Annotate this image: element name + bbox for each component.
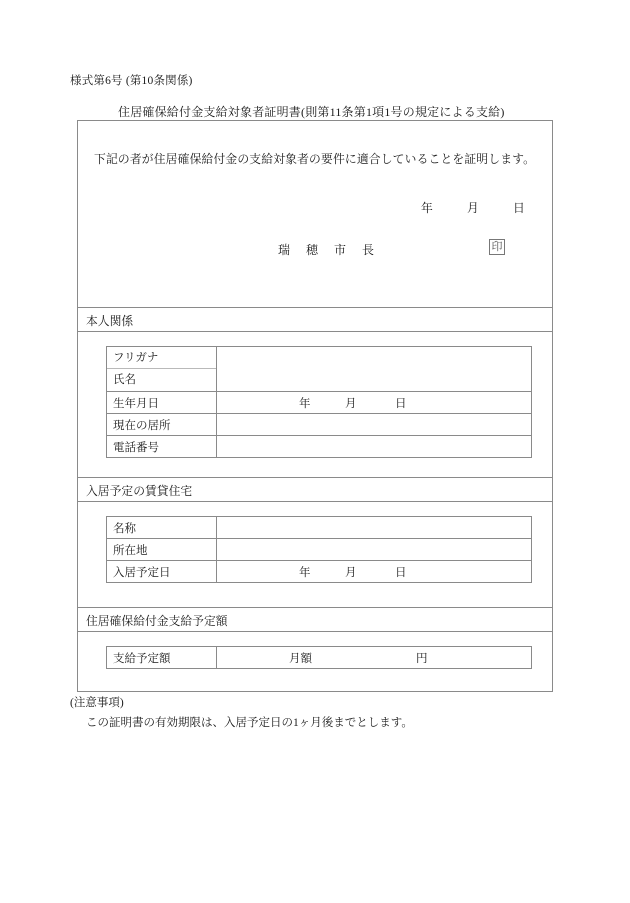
- table-row: [107, 414, 532, 436]
- table-row: [107, 561, 532, 583]
- movein-date-slots: [223, 564, 407, 580]
- section-band-rental-housing: [78, 477, 552, 502]
- movein-year-label: 年: [299, 566, 311, 579]
- section-label-personal: 本人関係: [86, 314, 134, 328]
- table-row: [107, 436, 532, 458]
- section-band-payment-amount: [78, 607, 552, 632]
- currency-label: 円: [416, 652, 428, 665]
- table-row: [107, 647, 532, 669]
- table-row: [107, 392, 532, 414]
- section-band-personal: [78, 307, 552, 332]
- field-current-residence[interactable]: [217, 414, 532, 436]
- birthdate-year-label: 年: [299, 397, 311, 410]
- notes-title: (注意事項): [70, 697, 124, 709]
- table-rental-housing: [106, 516, 532, 583]
- birthdate-slots: [223, 395, 407, 411]
- label-birthdate: 生年月日: [107, 392, 217, 414]
- movein-month-label: 月: [345, 566, 357, 579]
- certification-statement: 下記の者が住居確保給付金の支給対象者の要件に適合していることを証明します。: [94, 152, 536, 166]
- label-name: 氏名: [113, 374, 136, 386]
- certification-date-line: [421, 199, 525, 216]
- birthdate-day-label: 日: [395, 397, 407, 410]
- form-outer-frame: [77, 120, 553, 692]
- table-row: [107, 539, 532, 561]
- certification-day-label: 日: [513, 201, 525, 215]
- field-name-value[interactable]: [217, 347, 532, 392]
- label-housing-address: 所在地: [107, 539, 217, 561]
- certification-block: [78, 121, 552, 307]
- field-birthdate[interactable]: [217, 392, 532, 414]
- field-phone-number[interactable]: [217, 436, 532, 458]
- seal-stamp-box: 印: [489, 239, 505, 255]
- label-phone-number: 電話番号: [107, 436, 217, 458]
- table-row: [107, 347, 532, 392]
- monthly-amount-label: 月額: [289, 652, 312, 665]
- label-furigana: フリガナ: [107, 347, 216, 369]
- certification-year-label: 年: [421, 201, 433, 215]
- field-planned-payment[interactable]: [217, 647, 532, 669]
- document-title: 住居確保給付金支給対象者証明書(則第11条第1項1号の規定による支給): [118, 105, 505, 119]
- payment-amount-slots: [223, 650, 428, 666]
- label-current-residence: 現在の居所: [107, 414, 217, 436]
- field-housing-name[interactable]: [217, 517, 532, 539]
- cell-name-labels: [107, 347, 217, 392]
- section-label-payment-amount: 住居確保給付金支給予定額: [86, 614, 228, 628]
- field-housing-address[interactable]: [217, 539, 532, 561]
- label-housing-name: 名称: [107, 517, 217, 539]
- label-movein-date: 入居予定日: [107, 561, 217, 583]
- movein-day-label: 日: [395, 566, 407, 579]
- table-payment-amount: [106, 646, 532, 669]
- section-label-rental-housing: 入居予定の賃貸住宅: [86, 484, 193, 498]
- notes-body: この証明書の有効期限は、入居予定日の1ヶ月後までとします。: [86, 717, 413, 729]
- signer-name: 瑞 穂 市 長: [278, 243, 381, 257]
- certification-month-label: 月: [467, 201, 479, 215]
- table-personal-info: [106, 346, 532, 458]
- field-movein-date[interactable]: [217, 561, 532, 583]
- birthdate-month-label: 月: [345, 397, 357, 410]
- form-number: 様式第6号 (第10条関係): [70, 75, 193, 87]
- notes-section: [70, 694, 413, 730]
- table-row: [107, 517, 532, 539]
- label-planned-payment: 支給予定額: [107, 647, 217, 669]
